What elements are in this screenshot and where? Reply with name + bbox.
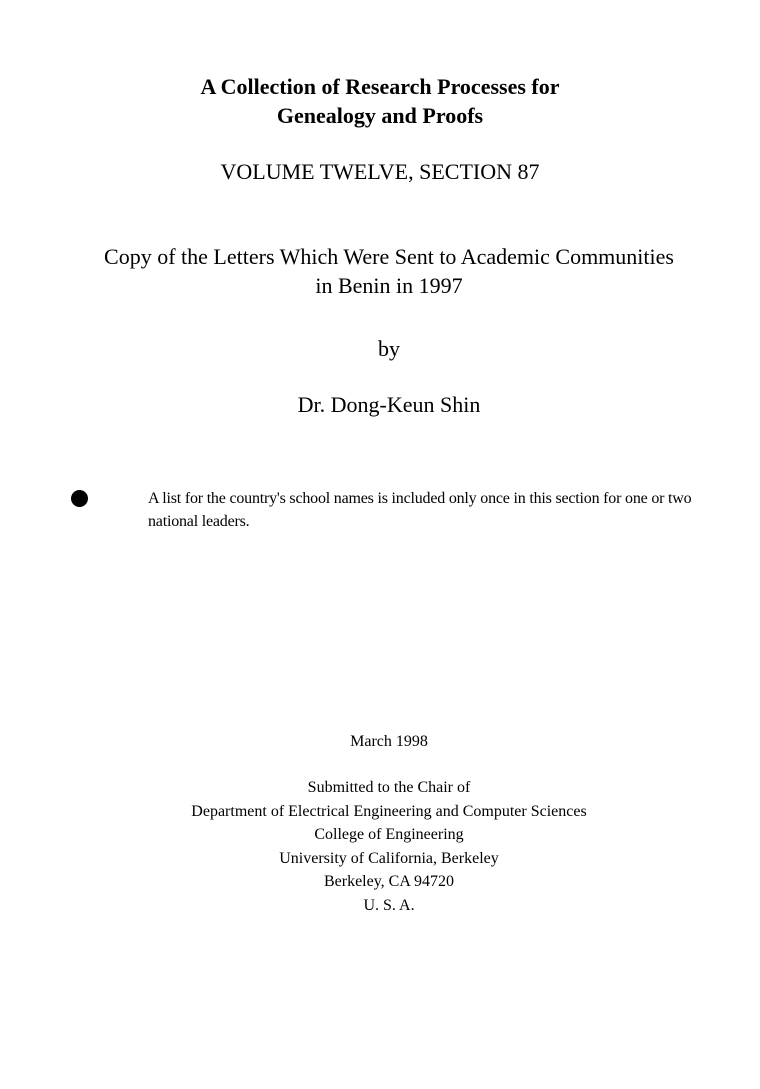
volume-section-heading: VOLUME TWELVE, SECTION 87 — [220, 159, 540, 184]
submission-address — [0, 776, 760, 917]
document-subtitle — [0, 242, 760, 300]
address-line-6: U. S. A. — [363, 896, 415, 914]
address-line-2: Department of Electrical Engineering and Computer Sciences — [191, 802, 587, 820]
submission-date: March 1998 — [350, 733, 428, 750]
title-line-2: Genealogy and Proofs — [276, 103, 484, 128]
author-name: Dr. Dong-Keun Shin — [297, 392, 481, 417]
byline-label: by — [378, 336, 400, 361]
address-line-1: Submitted to the Chair of — [307, 779, 471, 796]
document-title — [0, 72, 760, 130]
bullet-icon — [71, 490, 88, 507]
address-line-5: Berkeley, CA 94720 — [323, 873, 455, 890]
note-text: A list for the country's school names is included only once in this section for one or two national leaders. — [148, 490, 692, 530]
address-line-4: University of California, Berkeley — [279, 849, 499, 867]
subtitle-line-2: in Benin in 1997 — [315, 273, 463, 298]
subtitle-line-1: Copy of the Letters Which Were Sent to Academic Communities — [104, 244, 674, 269]
title-line-1: A Collection of Research Processes for — [200, 74, 560, 99]
address-line-3: College of Engineering — [314, 826, 464, 843]
